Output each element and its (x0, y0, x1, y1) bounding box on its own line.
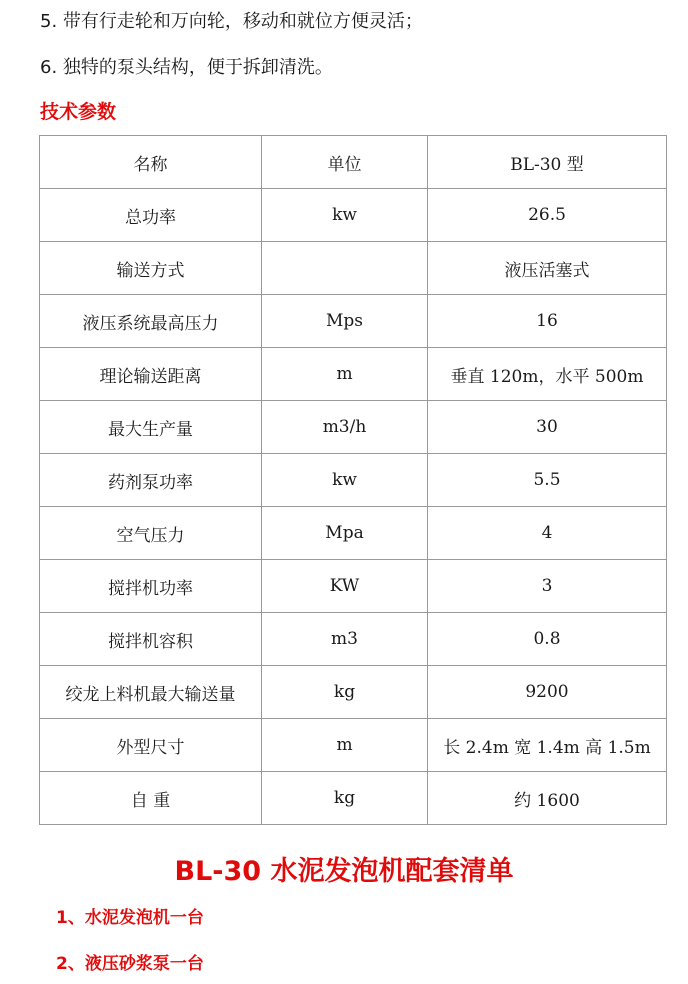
row-value: 长 2.4m 宽 1.4m 高 1.5m (428, 719, 667, 772)
table-row (40, 772, 667, 825)
row-name: 空气压力 (40, 507, 262, 560)
table-row (40, 719, 667, 772)
row-value: 约 1600 (428, 772, 667, 825)
feature-line-5: 5. 带有行走轮和万向轮，移动和就位方便灵活； (40, 11, 423, 32)
row-name: 搅拌机功率 (40, 560, 262, 613)
row-unit: m (262, 348, 428, 401)
row-unit: m3 (262, 613, 428, 666)
row-name: 自 重 (40, 772, 262, 825)
table-row (40, 507, 667, 560)
row-value: 5.5 (428, 454, 667, 507)
table-row (40, 401, 667, 454)
row-value: 16 (428, 295, 667, 348)
table-header-row (40, 136, 667, 189)
row-name: 绞龙上料机最大输送量 (40, 666, 262, 719)
row-unit: Mpa (262, 507, 428, 560)
row-name: 搅拌机容积 (40, 613, 262, 666)
table-row (40, 189, 667, 242)
row-unit (262, 242, 428, 295)
row-value: 26.5 (428, 189, 667, 242)
header-model: BL-30 型 (428, 136, 667, 189)
table-row (40, 613, 667, 666)
package-list-item: 1、水泥发泡机一台 (56, 908, 204, 928)
table-row (40, 666, 667, 719)
row-value: 0.8 (428, 613, 667, 666)
row-unit: kw (262, 189, 428, 242)
row-value: 3 (428, 560, 667, 613)
section-heading-specs: 技术参数 (40, 101, 117, 123)
row-name: 总功率 (40, 189, 262, 242)
row-value: 4 (428, 507, 667, 560)
row-name: 液压系统最高压力 (40, 295, 262, 348)
row-name: 药剂泵功率 (40, 454, 262, 507)
row-value: 液压活塞式 (428, 242, 667, 295)
row-unit: kw (262, 454, 428, 507)
header-name: 名称 (40, 136, 262, 189)
row-unit: kg (262, 666, 428, 719)
header-unit: 单位 (262, 136, 428, 189)
package-list-item: 2、液压砂浆泵一台 (56, 954, 204, 974)
row-value: 垂直 120m，水平 500m (428, 348, 667, 401)
table-row (40, 348, 667, 401)
row-unit: m3/h (262, 401, 428, 454)
row-name: 理论输送距离 (40, 348, 262, 401)
table-row (40, 242, 667, 295)
row-name: 外型尺寸 (40, 719, 262, 772)
row-value: 9200 (428, 666, 667, 719)
row-name: 输送方式 (40, 242, 262, 295)
package-list-title: BL-30 水泥发泡机配套清单 (174, 856, 514, 887)
row-unit: Mps (262, 295, 428, 348)
row-value: 30 (428, 401, 667, 454)
row-unit: kg (262, 772, 428, 825)
specs-table (39, 135, 667, 825)
row-name: 最大生产量 (40, 401, 262, 454)
row-unit: m (262, 719, 428, 772)
table-row (40, 295, 667, 348)
table-row (40, 454, 667, 507)
table-row (40, 560, 667, 613)
row-unit: KW (262, 560, 428, 613)
feature-line-6: 6. 独特的泵头结构，便于拆卸清洗。 (40, 57, 333, 78)
